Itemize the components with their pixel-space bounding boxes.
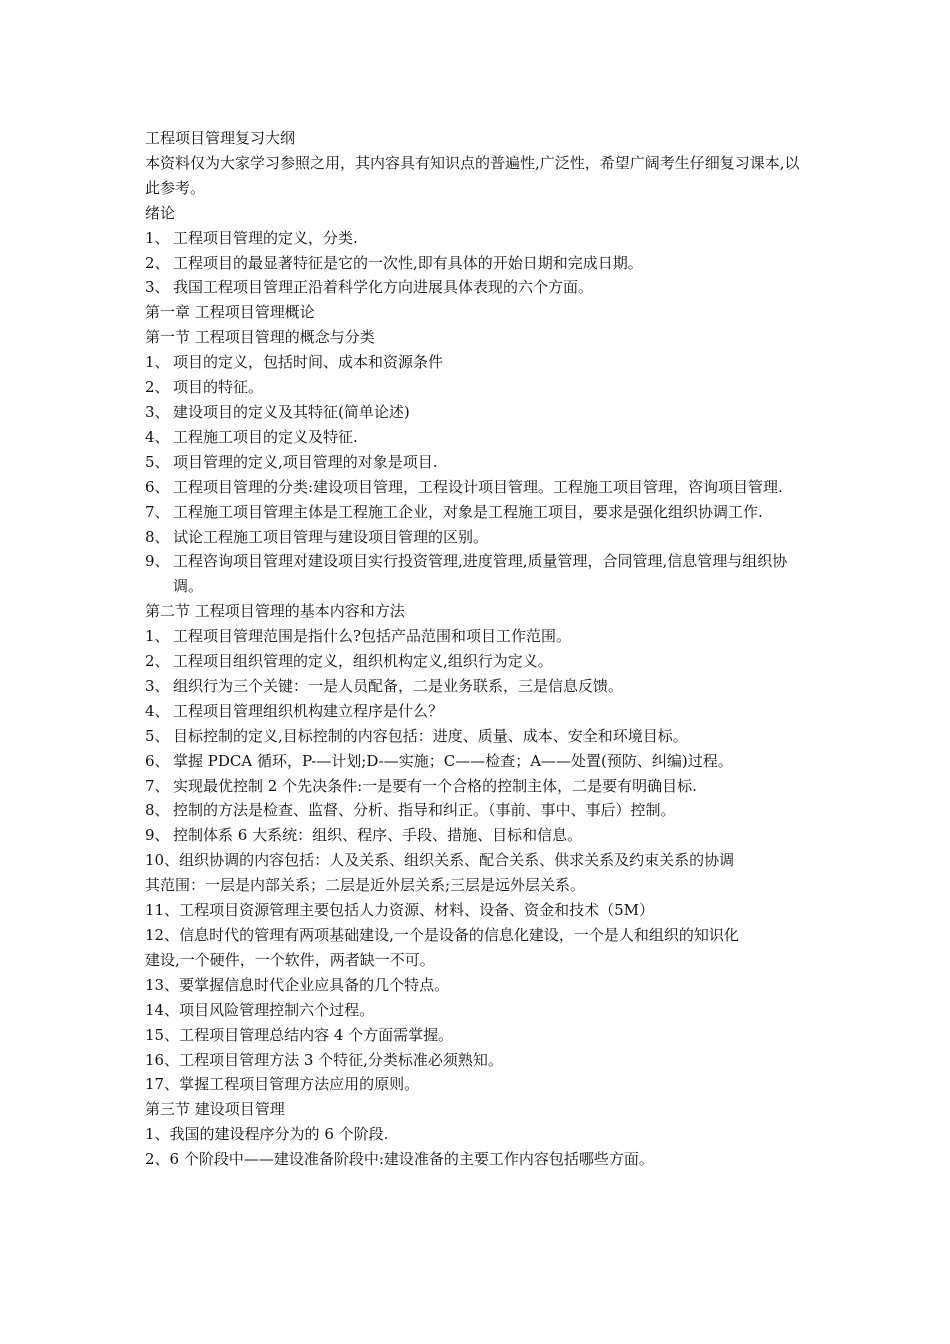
list-item	[145, 774, 810, 799]
section-heading: 第一节 工程项目管理的概念与分类	[145, 328, 375, 347]
list-item-line: 15、工程项目管理总结内容 4 个方面需掌握。	[145, 1025, 454, 1044]
section-heading: 第三节 建设项目管理	[145, 1100, 285, 1119]
item-text: 工程施工项目管理主体是工程施工企业，对象是工程施工项目，要求是强化组织协调工作.	[173, 502, 763, 521]
list-item	[145, 624, 810, 649]
item-text: 工程项目的最显著特征是它的一次性,即有具体的开始日期和完成日期。	[173, 253, 643, 272]
item-number: 8、	[145, 527, 170, 546]
list-item	[145, 400, 810, 425]
item-text: 工程咨询项目管理对建设项目实行投资管理,进度管理,质量管理，合同管理,信息管理与组织协调。	[173, 552, 788, 596]
item-text: 工程项目管理范围是指什么?包括产品范围和项目工作范围。	[173, 627, 572, 646]
intro-paragraph: 本资料仅为大家学习参照之用，其内容具有知识点的普遍性,广泛性，希望广阔考生仔细复习课本,以此参考。	[145, 153, 800, 197]
list-item-line: 10、组织协调的内容包括：人及关系、组织关系、配合关系、供求关系及约束关系的协调	[145, 851, 735, 870]
item-number: 1、	[145, 228, 170, 247]
list-item	[145, 251, 810, 276]
item-number: 5、	[145, 452, 170, 471]
item-text: 项目的定义，包括时间、成本和资源条件	[173, 353, 444, 372]
list-item	[145, 699, 810, 724]
list-item	[145, 674, 810, 699]
list-item	[145, 375, 810, 400]
item-text: 控制体系 6 大系统：组织、程序、手段、措施、目标和信息。	[173, 826, 583, 845]
chapter-heading: 第一章 工程项目管理概论	[145, 303, 315, 322]
item-text: 实现最优控制 2 个先决条件:一是要有一个合格的控制主体，二是要有明确目标.	[173, 776, 697, 795]
item-number: 9、	[145, 552, 170, 571]
item-number: 7、	[145, 502, 170, 521]
list-item-continuation: 其范围：一层是内部关系；二层是近外层关系;三层是远外层关系。	[145, 876, 586, 895]
list-item-line: 17、掌握工程项目管理方法应用的原则。	[145, 1075, 420, 1094]
item-number: 3、	[145, 676, 170, 695]
list-item	[145, 798, 810, 823]
document-title: 工程项目管理复习大纲	[145, 129, 296, 147]
list-item	[145, 475, 810, 500]
item-text: 目标控制的定义,目标控制的内容包括：进度、质量、成本、安全和环境目标。	[173, 726, 688, 745]
item-number: 3、	[145, 402, 170, 421]
item-number: 6、	[145, 477, 170, 496]
list-item-continuation: 建设,一个硬件，一个软件，两者缺一不可。	[145, 950, 435, 969]
document-body	[145, 126, 810, 1172]
item-text: 控制的方法是检查、监督、分析、指导和纠正。（事前、事中、事后）控制。	[173, 801, 676, 820]
list-item	[145, 549, 810, 599]
item-number: 1、	[145, 627, 170, 646]
section-heading: 第二节 工程项目管理的基本内容和方法	[145, 602, 405, 621]
item-number: 8、	[145, 801, 170, 820]
list-item	[145, 425, 810, 450]
intro-heading: 绪论	[145, 203, 176, 222]
list-item-line: 2、6 个阶段中——建设准备阶段中:建设准备的主要工作内容包括哪些方面。	[145, 1150, 654, 1169]
list-item	[145, 275, 810, 300]
list-item	[145, 649, 810, 674]
item-text: 试论工程施工项目管理与建设项目管理的区别。	[173, 527, 489, 546]
item-number: 2、	[145, 652, 170, 671]
list-item-line: 12、信息时代的管理有两项基础建设,一个是设备的信息化建设，一个是人和组织的知识化	[145, 926, 739, 944]
item-text: 工程项目管理组织机构建立程序是什么？	[173, 701, 444, 720]
item-number: 5、	[145, 726, 170, 745]
item-text: 建设项目的定义及其特征(简单论述)	[173, 402, 410, 421]
list-item-line: 11、工程项目资源管理主要包括人力资源、材料、设备、资金和技术（5M）	[145, 901, 654, 920]
list-item-line: 14、项目风险管理控制六个过程。	[145, 1000, 375, 1019]
item-number: 9、	[145, 826, 170, 845]
item-text: 我国工程项目管理正沿着科学化方向进展具体表现的六个方面。	[173, 278, 594, 297]
list-item	[145, 749, 810, 774]
item-text: 工程项目管理的定义，分类.	[173, 228, 358, 247]
item-number: 4、	[145, 701, 170, 720]
item-text: 掌握 PDCA 循环，P-—计划;D-—实施；C——检查；A——处置(预防、纠编)过程。	[173, 751, 733, 770]
item-text: 工程施工项目的定义及特征.	[173, 427, 358, 446]
item-text: 工程项目组织管理的定义，组织机构定义,组织行为定义。	[173, 652, 553, 671]
item-number: 1、	[145, 353, 170, 372]
item-number: 2、	[145, 253, 170, 272]
list-item	[145, 823, 810, 848]
item-text: 组织行为三个关键：一是人员配备，二是业务联系，三是信息反馈。	[173, 676, 624, 695]
list-item	[145, 226, 810, 251]
item-number: 7、	[145, 776, 170, 795]
item-text: 工程项目管理的分类:建设项目管理，工程设计项目管理。工程施工项目管理，咨询项目管理.	[173, 477, 783, 496]
item-number: 6、	[145, 751, 170, 770]
list-item	[145, 724, 810, 749]
item-number: 4、	[145, 427, 170, 446]
item-number: 3、	[145, 278, 170, 297]
list-item	[145, 450, 810, 475]
list-item-line: 1、我国的建设程序分为的 6 个阶段.	[145, 1125, 389, 1144]
list-item	[145, 500, 810, 525]
list-item-line: 13、要掌握信息时代企业应具备的几个特点。	[145, 975, 450, 994]
list-item	[145, 350, 810, 375]
list-item-line: 16、工程项目管理方法 3 个特征,分类标准必须熟知。	[145, 1050, 503, 1069]
list-item	[145, 525, 810, 550]
item-text: 项目的特征。	[173, 378, 264, 397]
item-number: 2、	[145, 378, 170, 397]
item-text: 项目管理的定义,项目管理的对象是项目.	[173, 452, 438, 471]
